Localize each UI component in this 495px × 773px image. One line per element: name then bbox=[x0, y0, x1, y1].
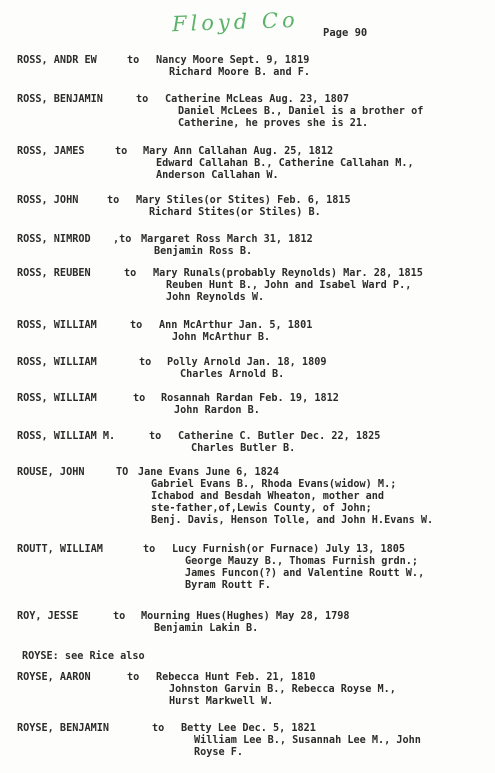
entry-details bbox=[165, 94, 423, 130]
to-connector: to bbox=[133, 393, 146, 404]
witness-line: Anderson Callahan W. bbox=[156, 170, 279, 181]
bride-and-date: Mary Runals(probably Reynolds) Mar. 28, 1815 bbox=[153, 268, 423, 279]
groom-name: ROSS, BENJAMIN bbox=[17, 94, 103, 105]
bride-and-date: Jane Evans June 6, 1824 bbox=[138, 467, 280, 478]
see-also-note: ROYSE: see Rice also bbox=[22, 651, 145, 662]
witness-line: Gabriel Evans B., Rhoda Evans(widow) M.; bbox=[151, 479, 397, 490]
to-connector: to bbox=[113, 611, 126, 622]
entry-details bbox=[172, 544, 424, 592]
handwritten-note: Floyd Co bbox=[171, 7, 300, 37]
groom-name: ROSS, WILLIAM bbox=[17, 393, 97, 404]
witness-line: Royse F. bbox=[194, 747, 244, 758]
witness-line: Richard Moore B. and F. bbox=[169, 67, 311, 78]
groom-name: ROSS, REUBEN bbox=[17, 268, 91, 279]
bride-and-date: Rebecca Hunt Feb. 21, 1810 bbox=[156, 672, 316, 683]
to-connector: ,to bbox=[113, 234, 132, 245]
entry-details bbox=[161, 393, 339, 417]
to-connector: to bbox=[127, 672, 140, 683]
groom-name: ROSS, JOHN bbox=[17, 195, 79, 206]
witness-line: Benjamin Ross B. bbox=[154, 246, 253, 257]
to-connector: to bbox=[143, 544, 156, 555]
groom-name: ROSS, JAMES bbox=[17, 146, 85, 157]
to-connector: to bbox=[115, 146, 128, 157]
entry-details bbox=[178, 431, 380, 455]
groom-name: ROY, JESSE bbox=[17, 611, 79, 622]
bride-and-date: Mary Stiles(or Stites) Feb. 6, 1815 bbox=[136, 195, 351, 206]
witness-line: William Lee B., Susannah Lee M., John bbox=[194, 735, 421, 746]
to-connector: to bbox=[127, 55, 140, 66]
groom-name: ROSS, ANDR EW bbox=[17, 55, 97, 66]
witness-line: Richard Stites(or Stiles) B. bbox=[149, 207, 321, 218]
to-connector: to bbox=[136, 94, 149, 105]
groom-name: ROSS, WILLIAM M. bbox=[17, 431, 116, 442]
bride-and-date: Betty Lee Dec. 5, 1821 bbox=[181, 723, 316, 734]
bride-and-date: Mary Ann Callahan Aug. 25, 1812 bbox=[143, 146, 334, 157]
bride-and-date: Margaret Ross March 31, 1812 bbox=[141, 234, 313, 245]
entry-details bbox=[141, 611, 350, 635]
witness-line: Benj. Davis, Henson Tolle, and John H.Evans W. bbox=[151, 515, 434, 526]
groom-name: ROSS, WILLIAM bbox=[17, 320, 97, 331]
witness-line: Byram Routt F. bbox=[185, 580, 271, 591]
witness-line: Edward Callahan B., Catherine Callahan M., bbox=[156, 158, 414, 169]
entry-details bbox=[143, 146, 414, 182]
witness-line: Hurst Markwell W. bbox=[169, 696, 274, 707]
bride-and-date: Catherine C. Butler Dec. 22, 1825 bbox=[178, 431, 381, 442]
bride-and-date: Catherine McLeas Aug. 23, 1807 bbox=[165, 94, 350, 105]
bride-and-date: Nancy Moore Sept. 9, 1819 bbox=[156, 55, 310, 66]
bride-and-date: Mourning Hues(Hughes) May 28, 1798 bbox=[141, 611, 350, 622]
entry-details bbox=[138, 467, 433, 527]
bride-and-date: Ann McArthur Jan. 5, 1801 bbox=[159, 320, 313, 331]
witness-line: John McArthur B. bbox=[172, 332, 271, 343]
to-connector: to bbox=[149, 431, 162, 442]
witness-line: George Mauzy B., Thomas Furnish grdn.; bbox=[185, 556, 419, 567]
witness-line: ste-father,of,Lewis County, of John; bbox=[151, 503, 372, 514]
groom-name: ROUSE, JOHN bbox=[17, 467, 85, 478]
entry-details bbox=[156, 672, 396, 708]
entry-details bbox=[159, 320, 312, 344]
groom-name: ROYSE, AARON bbox=[17, 672, 91, 683]
witness-line: James Funcon(?) and Valentine Routt W., bbox=[185, 568, 425, 579]
bride-and-date: Lucy Furnish(or Furnace) July 13, 1805 bbox=[172, 544, 406, 555]
witness-line: Johnston Garvin B., Rebecca Royse M., bbox=[169, 684, 396, 695]
to-connector: to bbox=[139, 357, 152, 368]
witness-line: Reuben Hunt B., John and Isabel Ward P., bbox=[166, 280, 412, 291]
witness-line: John Rardon B. bbox=[174, 405, 260, 416]
witness-line: Ichabod and Besdah Wheaton, mother and bbox=[151, 491, 385, 502]
entry-details bbox=[153, 268, 423, 304]
entry-details bbox=[141, 234, 313, 258]
entry-details bbox=[136, 195, 351, 219]
bride-and-date: Polly Arnold Jan. 18, 1809 bbox=[167, 357, 327, 368]
witness-line: Charles Butler B. bbox=[191, 443, 296, 454]
to-connector: to bbox=[107, 195, 120, 206]
entry-details bbox=[156, 55, 310, 79]
witness-line: Benjamin Lakin B. bbox=[154, 623, 259, 634]
groom-name: ROSS, NIMROD bbox=[17, 234, 91, 245]
entry-details bbox=[167, 357, 326, 381]
witness-line: Daniel McLees B., Daniel is a brother of bbox=[178, 106, 424, 117]
witness-line: Charles Arnold B. bbox=[180, 369, 285, 380]
to-connector: to bbox=[124, 268, 137, 279]
entry-details bbox=[181, 723, 421, 759]
groom-name: ROSS, WILLIAM bbox=[17, 357, 97, 368]
to-connector: to bbox=[152, 723, 165, 734]
to-connector: TO bbox=[116, 467, 129, 478]
page-number: Page 90 bbox=[323, 27, 368, 39]
bride-and-date: Rosannah Rardan Feb. 19, 1812 bbox=[161, 393, 339, 404]
groom-name: ROUTT, WILLIAM bbox=[17, 544, 103, 555]
witness-line: Catherine, he proves she is 21. bbox=[178, 118, 369, 129]
to-connector: to bbox=[130, 320, 143, 331]
witness-line: John Reynolds W. bbox=[166, 292, 265, 303]
groom-name: ROYSE, BENJAMIN bbox=[17, 723, 110, 734]
